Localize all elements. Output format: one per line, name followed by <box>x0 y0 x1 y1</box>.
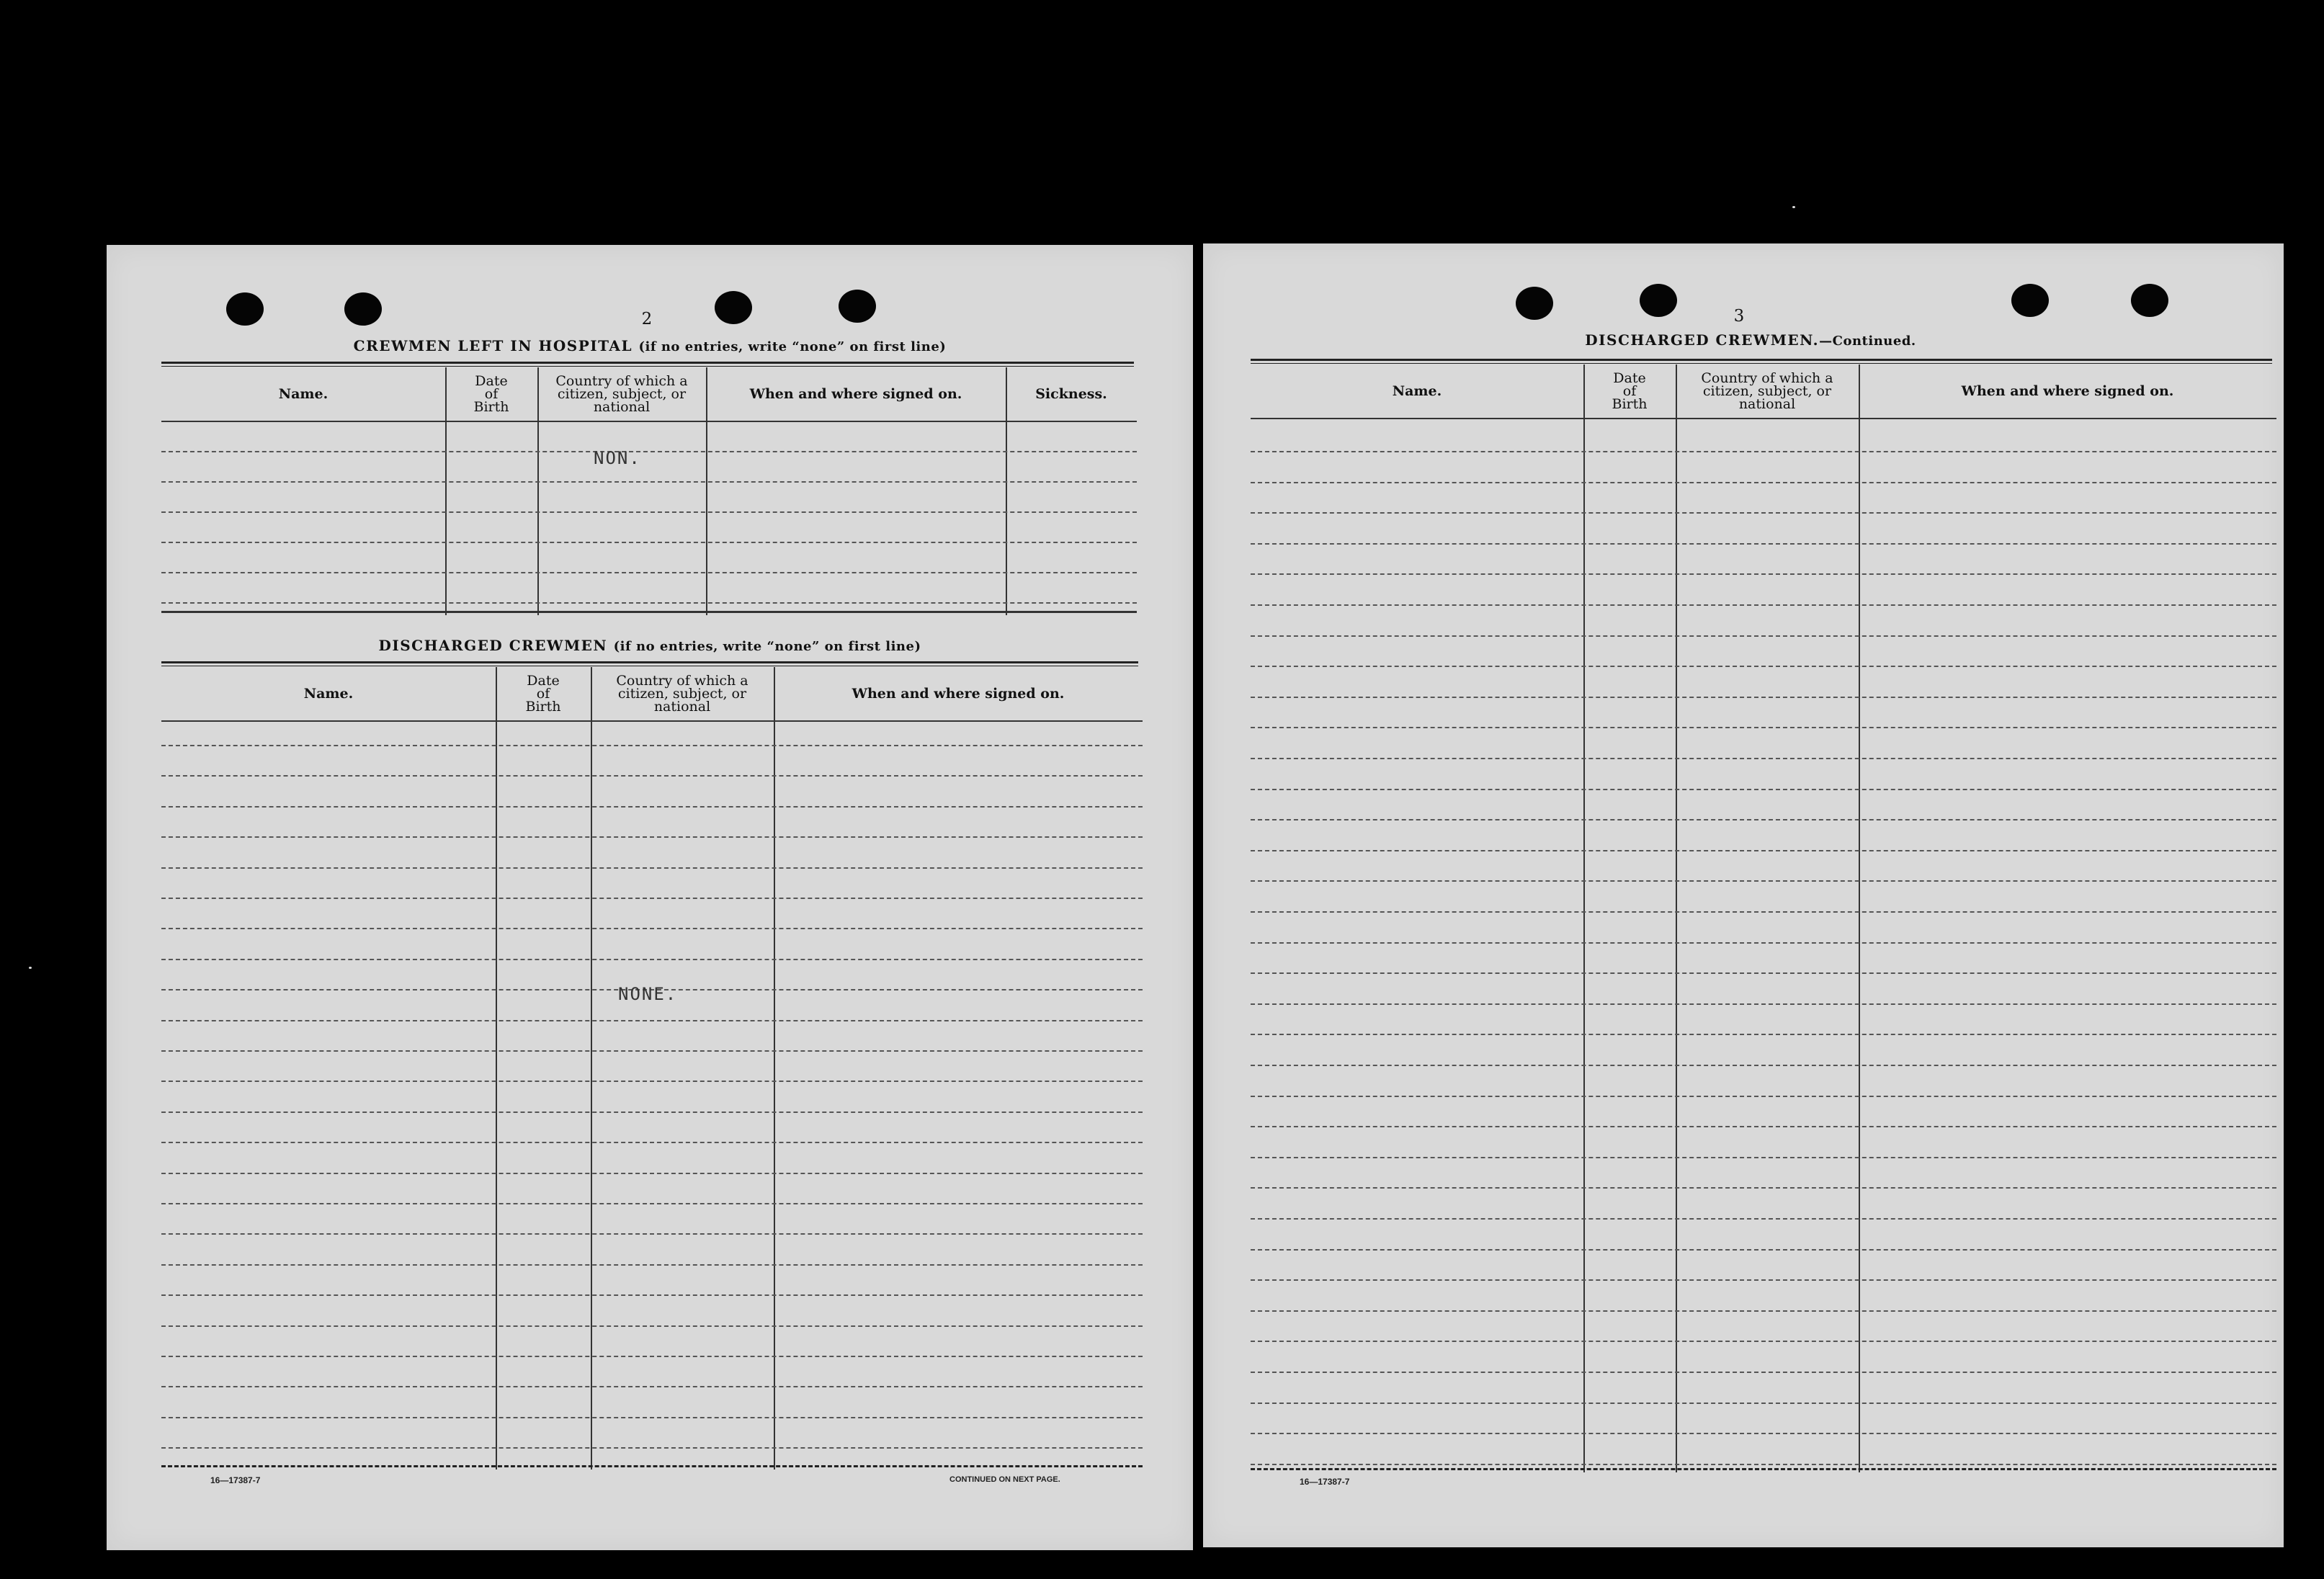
left-page <box>107 245 1193 1550</box>
entry-line <box>161 1173 1143 1174</box>
entry-line <box>1251 604 2276 606</box>
header-country: Country of which a citizen, subject, or national <box>616 673 748 715</box>
hospital-title-main: CREWMEN LEFT IN HOSPITAL <box>353 337 633 354</box>
entry-line <box>1251 1403 2276 1404</box>
entry-line <box>161 1050 1143 1052</box>
header-date-of-birth: Date of Birth <box>525 673 561 715</box>
header-date-of-birth: Date of Birth <box>1612 370 1648 412</box>
header-when-where: When and where signed on. <box>852 685 1065 702</box>
entry-line <box>161 1020 1143 1021</box>
hospital-table <box>161 367 1137 615</box>
entry-line <box>161 1203 1143 1204</box>
discharged-table <box>161 667 1143 1470</box>
discharged-continued-table <box>1251 364 2276 1472</box>
entry-line <box>1251 451 2276 452</box>
entry-line <box>1251 543 2276 545</box>
entry-line <box>161 1356 1143 1357</box>
entry-line <box>161 1264 1143 1266</box>
double-rule <box>161 661 1138 666</box>
title-main: DISCHARGED CREWMEN. <box>1585 331 1820 349</box>
discharged-title-main: DISCHARGED CREWMEN <box>378 637 608 654</box>
discharged-section-title <box>107 637 1193 654</box>
entry-line <box>1251 512 2276 514</box>
header-name: Name. <box>1392 383 1442 399</box>
entry-line <box>161 775 1143 777</box>
form-number: 16—17387-7 <box>1300 1477 1350 1487</box>
entry-line <box>1251 635 2276 637</box>
punch-hole <box>715 291 752 324</box>
discharged-title-note: (if no entries, write “none” on first line) <box>613 639 921 654</box>
entry-line <box>161 481 1137 483</box>
entry-line <box>1251 697 2276 698</box>
entry-line <box>1251 942 2276 944</box>
entry-line <box>1251 1157 2276 1158</box>
entry-line <box>161 1081 1143 1082</box>
entry-line <box>1251 789 2276 790</box>
entry-line <box>1251 666 2276 667</box>
continued-note: CONTINUED ON NEXT PAGE. <box>949 1475 1060 1484</box>
hospital-title-note: (if no entries, write “none” on first line) <box>638 339 947 354</box>
page-number: 3 <box>1733 307 1745 326</box>
entry-line <box>161 542 1137 543</box>
double-rule <box>1251 359 2272 364</box>
punch-hole <box>839 290 876 323</box>
entry-line <box>1251 1034 2276 1035</box>
entry-line <box>161 867 1143 869</box>
header-country: Country of which a citizen, subject, or national <box>1701 370 1833 412</box>
entry-line <box>161 959 1143 960</box>
page-number: 2 <box>641 310 653 328</box>
header-when-where: When and where signed on. <box>749 385 962 402</box>
right-page <box>1203 243 2284 1547</box>
punch-hole <box>1516 287 1553 320</box>
entry-line <box>1251 1218 2276 1220</box>
entry-line <box>1251 850 2276 851</box>
entry-line <box>161 928 1143 929</box>
entry-line <box>1251 972 2276 974</box>
punch-hole <box>2131 284 2168 317</box>
dust-speck <box>1792 206 1795 208</box>
entry-line <box>161 1386 1143 1387</box>
entry-line <box>161 1111 1143 1113</box>
entry-line <box>1251 758 2276 759</box>
header-name: Name. <box>278 385 329 402</box>
punch-hole <box>1640 284 1677 317</box>
form-number: 16—17387-7 <box>210 1475 261 1485</box>
double-rule <box>161 362 1134 367</box>
entry-line <box>161 836 1143 838</box>
entry-line <box>1251 573 2276 575</box>
punch-hole <box>226 292 264 326</box>
header-when-where: When and where signed on. <box>1961 383 2174 399</box>
header-country: Country of which a citizen, subject, or national <box>555 373 688 415</box>
entry-line <box>1251 911 2276 913</box>
title-note: —Continued. <box>1819 334 1916 349</box>
entry-stamp: NONE. <box>618 984 678 1004</box>
entry-line <box>161 1294 1143 1296</box>
entry-line <box>161 745 1143 746</box>
entry-line <box>1251 727 2276 728</box>
entry-line <box>161 1447 1143 1449</box>
entry-line <box>161 1417 1143 1418</box>
entry-line <box>1251 1279 2276 1281</box>
header-sickness: Sickness. <box>1035 385 1107 402</box>
entry-line <box>161 572 1137 573</box>
entry-line <box>161 511 1137 513</box>
hospital-section-title <box>107 337 1193 354</box>
entry-line <box>1251 1341 2276 1342</box>
punch-hole <box>2011 284 2049 317</box>
header-name: Name. <box>303 685 354 702</box>
entry-line <box>161 1325 1143 1327</box>
entry-line <box>1251 1096 2276 1097</box>
entry-line <box>1251 1187 2276 1189</box>
entry-line <box>1251 1003 2276 1005</box>
discharged-continued-title <box>1261 331 2240 349</box>
entry-line <box>161 898 1143 899</box>
entry-line <box>1251 1433 2276 1434</box>
entry-line <box>161 602 1137 604</box>
entry-stamp: NON. <box>594 448 641 468</box>
entry-line <box>1251 1249 2276 1251</box>
entry-line <box>161 1233 1143 1235</box>
entry-line <box>161 1142 1143 1143</box>
entry-line <box>1251 1310 2276 1312</box>
entry-line <box>1251 482 2276 483</box>
entry-line <box>1251 819 2276 820</box>
dust-speck <box>29 967 32 969</box>
entry-line <box>161 451 1137 452</box>
header-date-of-birth: Date of Birth <box>473 373 509 415</box>
punch-hole <box>344 292 382 326</box>
entry-line <box>1251 1464 2276 1465</box>
entry-line <box>1251 1065 2276 1066</box>
entry-line <box>1251 880 2276 882</box>
entry-line <box>161 806 1143 808</box>
entry-line <box>1251 1126 2276 1127</box>
entry-line <box>1251 1372 2276 1373</box>
